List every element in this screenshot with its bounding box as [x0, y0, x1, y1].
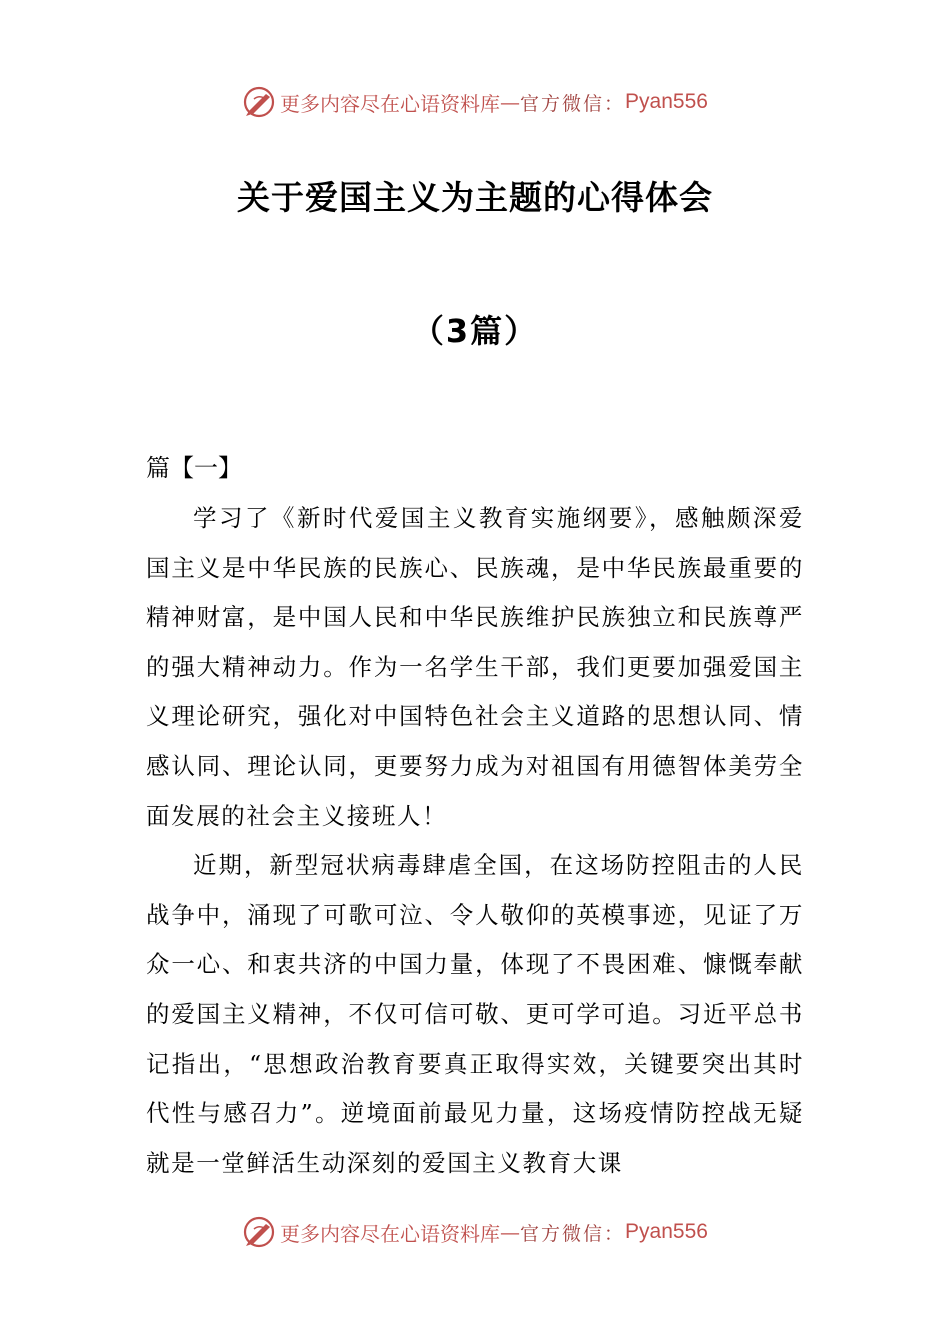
- header-banner: [0, 82, 950, 122]
- document-subtitle: （3篇）: [411, 312, 539, 350]
- wechat-id: Pyan556: [625, 1220, 708, 1243]
- paragraph: 学习了《新时代爱国主义教育实施纲要》，感触颇深爱国主义是中华民族的民族心、民族魂，是中华民族最重要的精神财富，是中国人民和中华民族维护民族独立和民族尊严的强大精神动力。作为一名学生干部，我们更要加强爱国主义理论研究，强化对中国特色社会主义道路的思想认同、情感认同、理论认同，更要努力成为对祖国有用德智体美劳全面发展的社会主义接班人！: [146, 504, 804, 830]
- paragraph: 近期，新型冠状病毒肆虐全国，在这场防控阻击的人民战争中，涌现了可歌可泣、令人敬仰的英模事迹，见证了万众一心、和衷共济的中国力量，体现了不畏困难、慷慨奉献的爱国主义精神，不仅可信可敬、更可学可追。习近平总书记指出，“思想政治教育要真正取得实效，关键要突出其时代性与感召力”。逆境面前最见力量，这场疫情防控战无疑就是一堂鲜活生动深刻的爱国主义教育大课: [146, 851, 804, 1177]
- pen-logo-icon: [242, 1215, 276, 1249]
- footer-banner: [0, 1212, 950, 1252]
- pen-logo-icon: [242, 85, 276, 119]
- wechat-id: Pyan556: [625, 90, 708, 113]
- wechat-label: 官方微信：: [520, 1222, 626, 1245]
- wechat-label: 官方微信：: [520, 92, 626, 115]
- body-text: [146, 494, 804, 1188]
- document-title: 关于爱国主义为主题的心得体会: [237, 178, 713, 217]
- brand-separator: —: [500, 90, 521, 114]
- brand-separator: —: [500, 1220, 521, 1244]
- brand-text: 更多内容尽在心语资料库: [280, 91, 501, 116]
- brand-text: 更多内容尽在心语资料库: [280, 1221, 501, 1246]
- section-heading: 篇【一】: [146, 454, 242, 482]
